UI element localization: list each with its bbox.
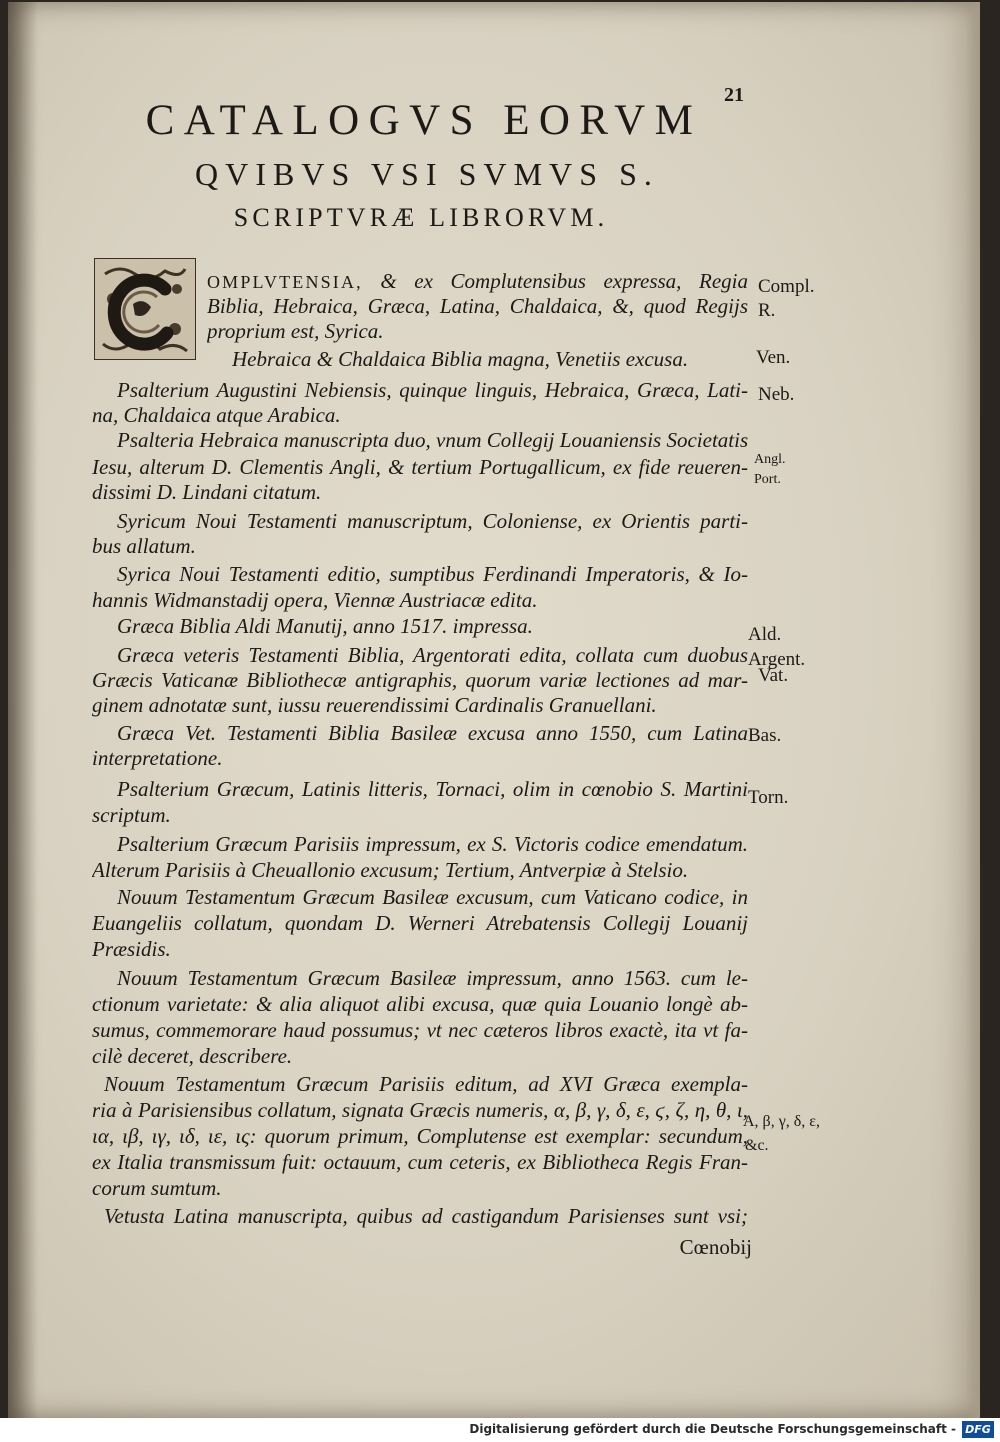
gutter-shadow (8, 2, 38, 1418)
line-text: Vetusta Latina manuscripta, quibus ad castigandum Parisienses sunt vsi; (104, 1204, 748, 1228)
margin-note: Torn. (748, 787, 789, 808)
line-text: Græca Biblia Aldi Manutij, anno 1517. impressa. (117, 614, 533, 638)
line-text: Græca veteris Testamenti Biblia, Argentorati edita, collata cum duobus (117, 643, 748, 667)
margin-note: Compl. (758, 276, 815, 297)
line-text: ginem adnotatæ sunt, iussu reuerendissimi Cardinalis Granuellani. (92, 693, 657, 717)
line-text: Græca Vet. Testamenti Biblia Basileæ excusa anno 1550, cum Latina (117, 721, 748, 745)
line-text: ctionum varietate: & alia aliquot alibi excusa, quæ quia Louanio longè ab- (92, 992, 748, 1016)
margin-note: R. (758, 300, 776, 321)
page-number: 21 (724, 84, 744, 106)
text-line (92, 745, 748, 772)
margin-note: Bas. (748, 725, 782, 746)
title-line-2: QVIBVS VSI SVMVS S. (195, 156, 659, 192)
text-line (104, 1203, 748, 1230)
line-text: interpretatione. (92, 746, 223, 770)
line-text: Psalterium Græcum Parisiis impressum, ex S. Victoris codice emendatum. (117, 832, 748, 856)
text-line (92, 802, 748, 829)
text-line (92, 1043, 748, 1070)
text-line (92, 402, 748, 429)
line-text: proprium est, Syrica. (207, 319, 384, 343)
line-text: cilè deceret, describere. (92, 1044, 293, 1068)
line-text: Nouum Testamentum Græcum Basileæ impressum, anno 1563. cum le- (117, 966, 748, 990)
margin-note: Ald. (748, 624, 782, 645)
text-line (117, 642, 748, 669)
line-text: corum sumtum. (92, 1176, 222, 1200)
text-line (117, 776, 748, 803)
text-line (207, 318, 748, 345)
text-line (92, 479, 748, 506)
line-text: ex Italia transmissum fuit: octauum, cum ceteris, ex Bibliotheca Regis Fran- (92, 1150, 748, 1174)
text-line (104, 1071, 748, 1098)
dfg-logo-icon: DFG (962, 1421, 994, 1438)
line-text: bus allatum. (92, 534, 196, 558)
text-line (92, 1149, 748, 1176)
line-text: hannis Widmanstadij opera, Viennæ Austriacæ edita. (92, 588, 538, 612)
line-text: Iesu, alterum D. Clementis Angli, & tertium Portugallicum, ex fide reueren- (92, 455, 748, 479)
title-line-1: CATALOGVS EORVM (145, 97, 703, 144)
line-text: dissimi D. Lindani citatum. (92, 480, 322, 504)
line-text: Psalteria Hebraica manuscripta duo, vnum Collegij Louaniensis Societatis (117, 428, 748, 452)
footer-bar (0, 1418, 1000, 1442)
margin-note: Angl. (754, 452, 786, 467)
footer-credit: Digitalisierung gefördert durch die Deutsche Forschungsgemeinschaft - (469, 1422, 956, 1436)
text-line (207, 293, 748, 320)
small-caps-word: OMPLVTENSIA, (207, 272, 363, 292)
text-line (117, 561, 748, 588)
line-text: na, Chaldaica atque Arabica. (92, 403, 341, 427)
line-text: Cœnobij (679, 1235, 752, 1259)
text-line (117, 884, 748, 911)
text-line (92, 991, 748, 1018)
margin-note: Argent. (748, 649, 806, 670)
text-line (117, 831, 748, 858)
text-line (117, 508, 748, 535)
margin-note: Neb. (758, 384, 795, 405)
text-line (92, 1097, 748, 1124)
text-line (92, 667, 748, 694)
line-text: sumus, commemorare haud possumus; vt nec cæteros libros exactè, ita vt fa- (92, 1018, 748, 1042)
text-line (117, 720, 748, 747)
line-text: Euangeliis collatum, quondam D. Werneri Atrebatensis Collegij Louanij (92, 911, 748, 935)
line-text: Nouum Testamentum Græcum Basileæ excusum, cum Vaticano codice, in (117, 885, 748, 909)
margin-note: Α, β, γ, δ, ε, (743, 1113, 821, 1130)
text-line (232, 346, 748, 373)
margin-note: Vat. (758, 665, 789, 686)
text-line (117, 965, 748, 992)
line-text: Syrica Noui Testamenti editio, sumptibus Ferdinandi Imperatoris, & Io- (117, 562, 748, 586)
line-text: Psalterium Græcum, Latinis litteris, Tornaci, olim in cœnobio S. Martini (117, 777, 748, 801)
text-line (92, 587, 748, 614)
text-line (117, 377, 748, 404)
text-line (92, 910, 748, 937)
line-text: Hebraica & Chaldaica Biblia magna, Venetiis excusa. (232, 347, 689, 371)
text-line (92, 1123, 748, 1150)
text-line (92, 857, 748, 884)
text-line (117, 427, 748, 454)
decorated-initial-icon (95, 259, 195, 359)
text-line (92, 936, 748, 963)
text-line (117, 613, 748, 640)
line-text: Nouum Testamentum Græcum Parisiis editum, ad XVI Græca exempla- (104, 1072, 748, 1096)
line-text: Præsidis. (92, 937, 171, 961)
line-text: Alterum Parisiis à Cheuallonio excusum; Tertium, Antverpiæ à Stelsio. (92, 858, 689, 882)
margin-note: Port. (754, 472, 781, 487)
page-edge (966, 2, 980, 1418)
line-text: ria à Parisiensibus collatum, signata Græcis numeris, α, β, γ, δ, ε, ϛ, ζ, η, θ, ι, (92, 1098, 748, 1122)
text-line (92, 1017, 748, 1044)
decorated-initial-c (94, 258, 196, 360)
line-text: Biblia, Hebraica, Græca, Latina, Chaldaica, &, quod Regijs (207, 294, 748, 318)
text-line (92, 533, 748, 560)
text-line (207, 268, 748, 296)
text-line (662, 1234, 752, 1261)
text-line (92, 692, 748, 719)
line-text: & ex Complutensibus expressa, Regia (362, 269, 748, 293)
line-text: scriptum. (92, 803, 171, 827)
line-text: Syricum Noui Testamenti manuscriptum, Coloniense, ex Orientis parti- (117, 509, 748, 533)
line-text: ια, ιβ, ιγ, ιδ, ιε, ις: quorum primum, Complutense est exemplar: secundum, (92, 1124, 748, 1148)
line-text: Psalterium Augustini Nebiensis, quinque linguis, Hebraica, Græca, Lati- (117, 378, 748, 402)
line-text: Græcis Vaticanæ Bibliothecæ antigraphis, quorum variæ lectiones ad mar- (92, 668, 748, 692)
margin-note: Ven. (756, 347, 791, 368)
title-line-3: SCRIPTVRÆ LIBRORVM. (233, 203, 609, 232)
text-line (92, 454, 748, 481)
margin-note: &c. (745, 1137, 769, 1154)
text-line (92, 1175, 748, 1202)
